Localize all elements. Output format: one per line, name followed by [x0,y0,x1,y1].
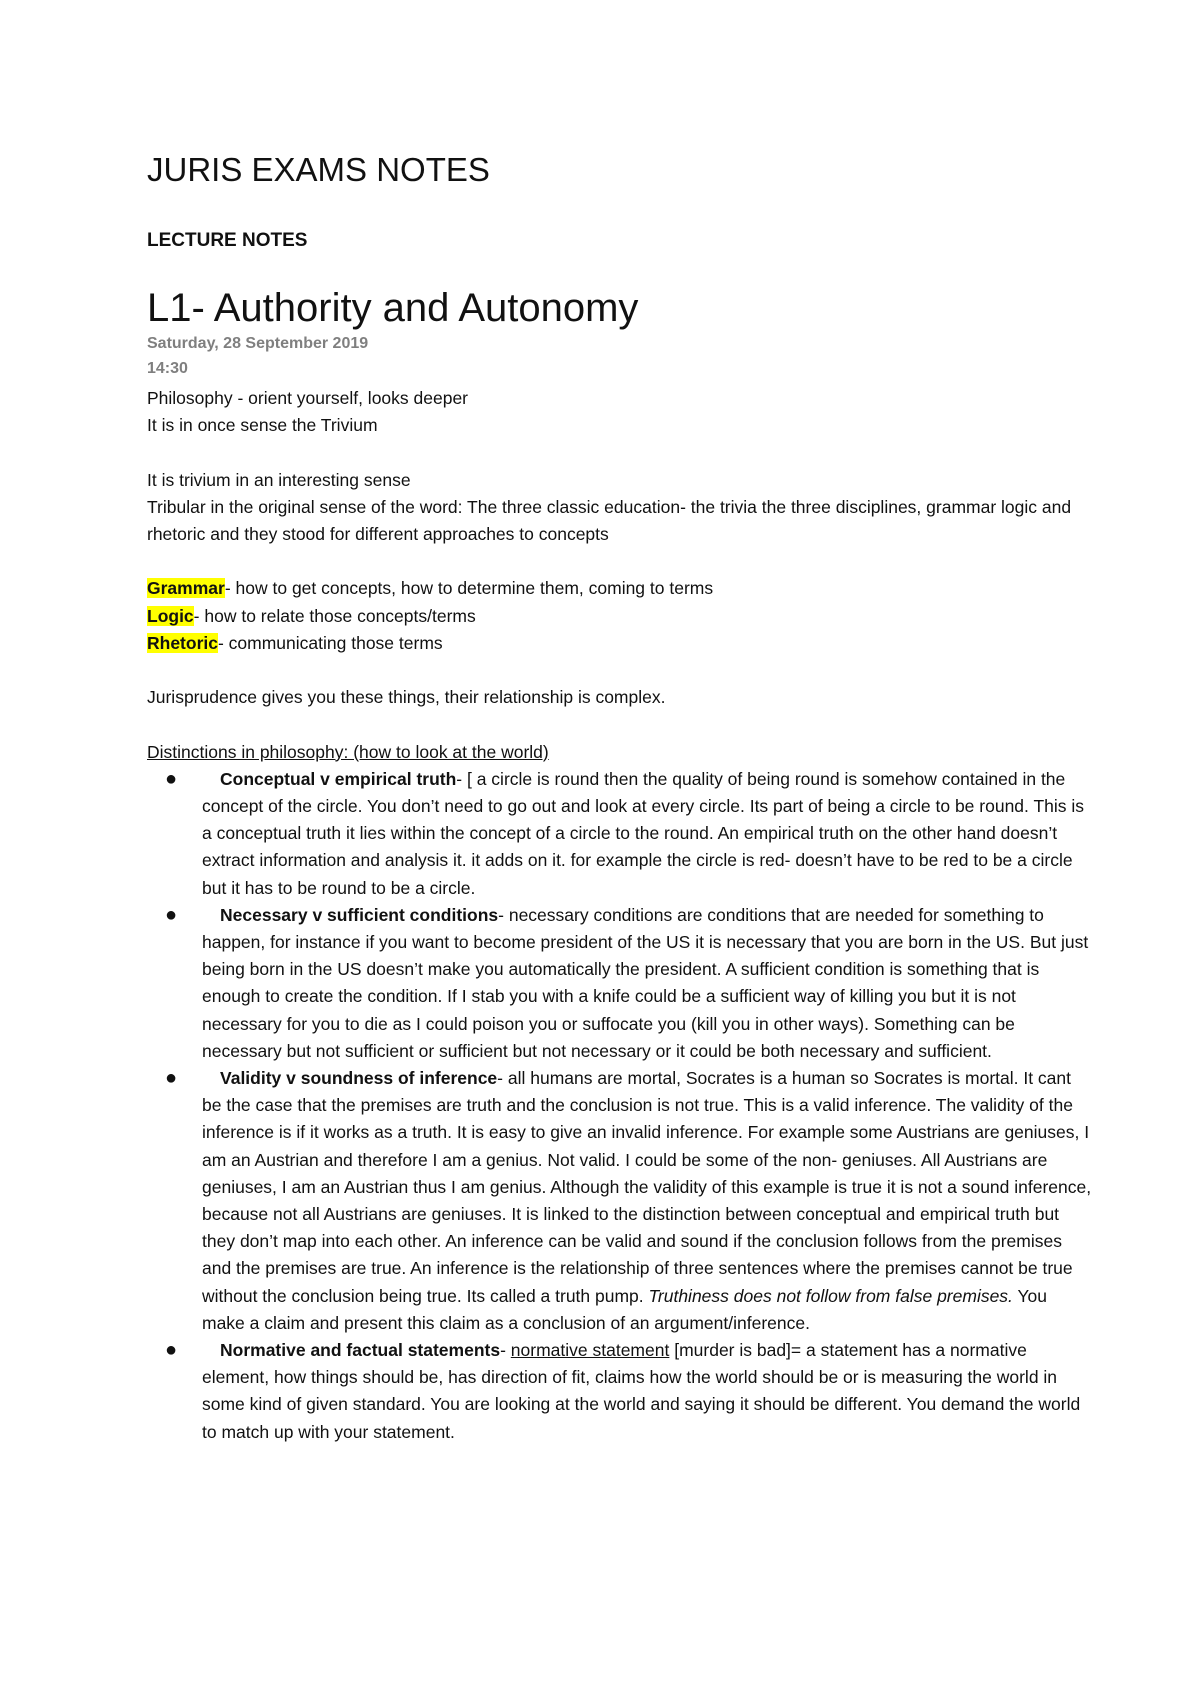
intro-line: It is trivium in an interesting sense [147,469,411,490]
distinctions-heading: Distinctions in philosophy: (how to look at the world) [147,741,549,762]
notes-body [147,385,1092,1446]
trivium-rhetoric: Rhetoric- communicating those terms [147,632,443,653]
bullet-icon: ● [165,903,178,926]
lecture-time: 14:30 [147,360,188,377]
bullet-icon: ● [165,1067,178,1090]
distinctions-list [147,766,1092,1446]
trivium-logic: Logic- how to relate those concepts/terms [147,605,476,626]
intro-line: It is in once sense the Trivium [147,415,378,436]
lecture-heading: L1- Authority and Autonomy [147,286,639,330]
intro-line: Philosophy - orient yourself, looks deeper [147,388,469,408]
item-term: Validity v soundness of inference [220,1068,498,1089]
highlighted-term: Rhetoric [147,632,218,653]
section-label: LECTURE NOTES [147,230,308,251]
italic-quote: Truthiness does not follow from false premises. [648,1285,1013,1306]
intro-paragraph: Tribular in the original sense of the word: The three classic education- the trivia the three disciplines, grammar logic and rhetoric and they stood for different approaches to concepts [147,496,1072,544]
list-item: ● Normative and factual statements- normative statement [murder is bad]= a statement has a normative element, how things should be, has direction of fit, claims how the world should be or is measuring the world in some kind of given standard. You are looking at the world and saying it should be different. You demand the world to match up with your statement. [165,1339,1081,1442]
item-term: Conceptual v empirical truth [220,768,457,789]
document-title: JURIS EXAMS NOTES [147,151,490,188]
bullet-icon: ● [165,1339,178,1362]
trivium-grammar: Grammar- how to get concepts, how to determine them, coming to terms [147,578,714,599]
jurisprudence-line: Jurisprudence gives you these things, their relationship is complex. [147,687,666,708]
list-item: ● Validity v soundness of inference- all humans are mortal, Socrates is a human so Socrates is mortal. It cant be the case that the premises are truth and the conclusion is not true. This is a valid inference. The validity of the inference is if it works as a truth. It is easy to give an invalid inference. For example some Austrians are geniuses, I am an Austrian and therefore I am a genius. Not valid. I could be some of the non- geniuses. All Austrians are geniuses, I am an Austrian thus I am genius. Although the validity of this example is true it is not a sound inference, because not all Austrians are geniuses. It is linked to the distinction between conceptual and empirical truth but they don’t map into each other. An inference can be valid and sound if the conclusion follows from the premises and the premises are true. An inference is the relationship of three sentences where the premises cannot be true without the conclusion being true. Its called a truth pump. Truthiness does not follow from false premises. You make a claim and present this claim as a conclusion of an argument/inference. [165,1067,1092,1333]
list-item: ● Conceptual v empirical truth- [ a circle is round then the quality of being round is somehow contained in the concept of the circle. You don’t need to go out and look at every circle. Its part of being a circle to be round. This is a conceptual truth it lies within the concept of a circle to the round. An empirical truth on the other hand doesn’t extract information and analysis it. it adds on it. for example the circle is red- doesn’t have to be red to be a circle but it has to be round to be a circle. [165,767,1085,898]
lecture-date: Saturday, 28 September 2019 [147,335,369,352]
highlighted-term: Logic [147,605,194,626]
item-term: Normative and factual statements [220,1340,501,1361]
list-item: ● Necessary v sufficient conditions- necessary conditions are conditions that are needed for something to happen, for instance if you want to become president of the US it is necessary that you are born in the US. But just being born in the US doesn’t make you automatically the president. A sufficient condition is something that is enough to create the condition. If I stab you with a knife could be a sufficient way of killing you but it is not necessary for you to die as I could poison you or suffocate you (kill you in other ways). Something can be necessary but not sufficient or sufficient but not necessary or it could be both necessary and sufficient. [165,903,1089,1061]
underlined-term: normative statement [510,1340,670,1361]
item-term: Necessary v sufficient conditions [220,904,499,925]
bullet-icon: ● [165,767,178,790]
highlighted-term: Grammar [147,578,225,599]
